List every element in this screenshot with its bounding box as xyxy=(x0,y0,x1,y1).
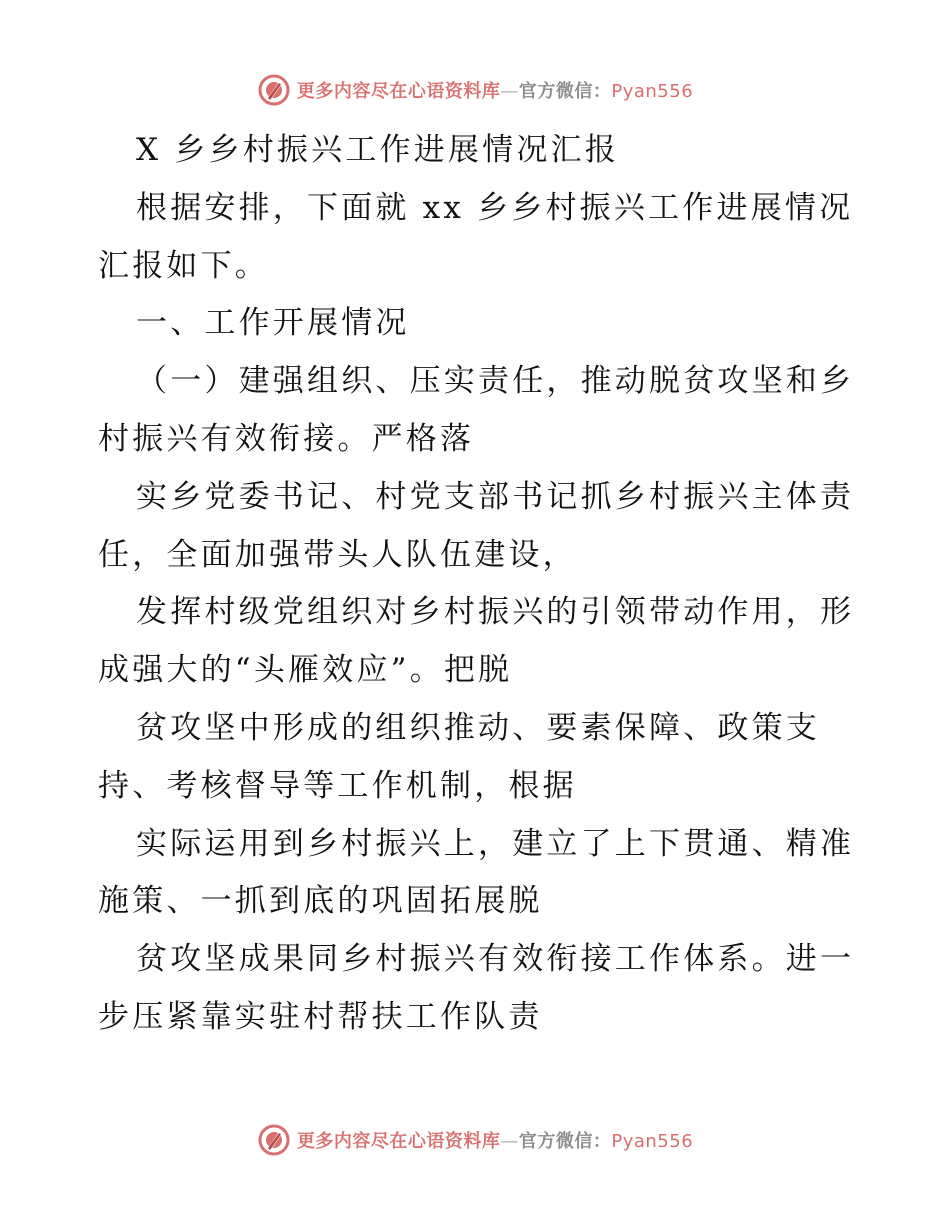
document-title: X 乡乡村振兴工作进展情况汇报 xyxy=(136,132,619,168)
watermark-wechat-id: Pyan556 xyxy=(611,81,694,102)
watermark-wechat-label: 官方微信： xyxy=(518,1131,612,1152)
paragraph-line: （一）建强组织、压实责任，推动脱贫攻坚和乡 xyxy=(136,363,855,400)
paragraph-line: 发挥村级党组织对乡村振兴的引领带动作用，形 xyxy=(136,594,855,631)
paragraph-line: 实际运用到乡村振兴上，建立了上下贯通、精准 xyxy=(136,825,855,862)
paragraph-line: 根据安排，下面就 xx 乡乡村振兴工作进展情况 xyxy=(136,189,854,226)
paragraph-line: 贫攻坚成果同乡村振兴有效衔接工作体系。进一 xyxy=(136,941,855,978)
paragraph-line: 贫攻坚中形成的组织推动、要素保障、政策支 xyxy=(136,709,820,746)
watermark-main: 更多内容尽在心语资料库 xyxy=(296,1131,501,1152)
watermark-wechat-id: Pyan556 xyxy=(611,1131,694,1152)
watermark-header xyxy=(0,70,950,110)
paragraph-line: 步压紧靠实驻村帮扶工作队责 xyxy=(98,998,543,1035)
watermark-text xyxy=(297,1127,693,1153)
paragraph-line: 实乡党委书记、村党支部书记抓乡村振兴主体责 xyxy=(136,478,855,515)
watermark-wechat-label: 官方微信： xyxy=(518,81,612,102)
pen-logo-icon xyxy=(257,1123,291,1157)
paragraph-line: 村振兴有效衔接。严格落 xyxy=(98,420,475,457)
paragraph-line: 施策、一抓到底的巩固拓展脱 xyxy=(98,883,543,920)
section-heading: 一、工作开展情况 xyxy=(136,305,410,342)
watermark-main: 更多内容尽在心语资料库 xyxy=(296,81,501,102)
pen-logo-icon xyxy=(257,73,291,107)
paragraph-line: 汇报如下。 xyxy=(98,247,269,284)
paragraph-line: 成强大的“头雁效应”。把脱 xyxy=(98,652,513,689)
document-body xyxy=(98,122,858,1047)
watermark-text xyxy=(297,77,693,103)
watermark-footer xyxy=(0,1120,950,1160)
paragraph-line: 任，全面加强带头人队伍建设， xyxy=(98,536,577,573)
watermark-separator: — xyxy=(500,1131,519,1152)
watermark-separator: — xyxy=(500,81,519,102)
paragraph-line: 持、考核督导等工作机制，根据 xyxy=(98,767,577,804)
